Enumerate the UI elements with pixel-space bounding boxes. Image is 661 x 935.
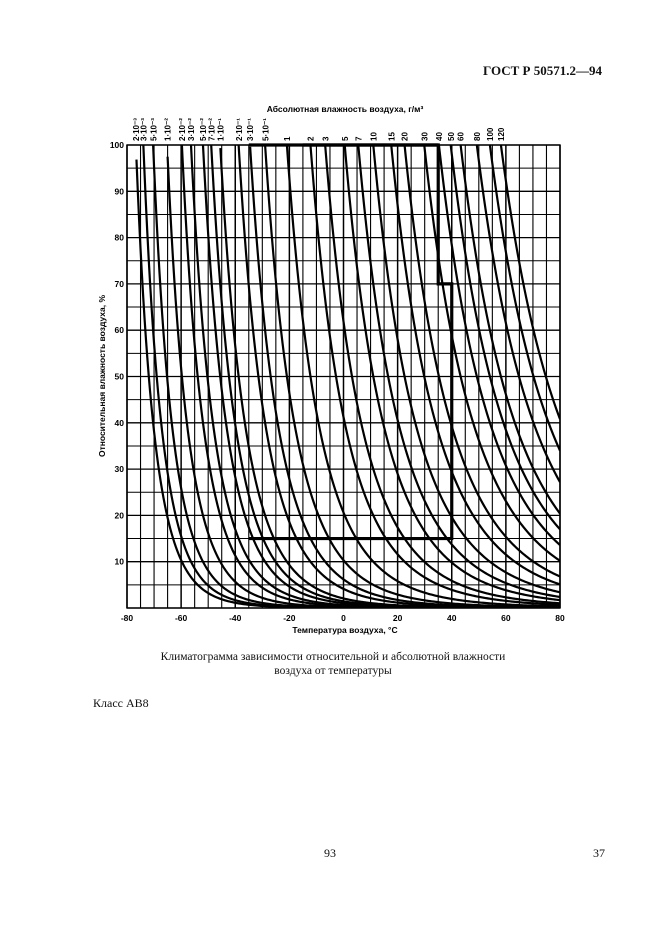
absolute-humidity-label: 3·10⁻¹ xyxy=(246,118,256,141)
humidity-curve xyxy=(369,130,560,592)
humidity-curve xyxy=(456,127,560,514)
absolute-humidity-label: 5·10⁻³ xyxy=(149,118,159,141)
x-axis-label: Температура воздуха, °С xyxy=(292,625,398,635)
x-tick-labels xyxy=(121,613,565,623)
chart-title: Абсолютная влажность воздуха, г/м³ xyxy=(266,104,424,114)
humidity-curve xyxy=(423,136,560,560)
x-tick-label: 0 xyxy=(341,613,346,623)
x-tick-label: -20 xyxy=(283,613,296,623)
absolute-humidity-label: 50 xyxy=(446,132,456,141)
x-tick-label: -80 xyxy=(120,613,134,623)
absolute-humidity-label: 15 xyxy=(387,132,397,141)
absolute-humidity-label: 20 xyxy=(400,132,410,141)
y-tick-label: 90 xyxy=(114,186,124,197)
caption-line-2: воздуха от температуры xyxy=(274,665,392,677)
y-tick-label: 30 xyxy=(114,464,124,475)
absolute-humidity-labels xyxy=(132,118,506,141)
y-axis-label: Относительная влажность воздуха, % xyxy=(97,294,107,458)
x-tick-label: 40 xyxy=(447,613,457,623)
standard-code: ГОСТ Р 50571.2—94 xyxy=(483,63,602,78)
absolute-humidity-label: 1 xyxy=(282,136,292,141)
x-tick-label: -60 xyxy=(174,613,188,623)
caption-line-1: Климатограмма зависимости относительной и абсолютной влажности xyxy=(160,651,506,663)
y-tick-label: 40 xyxy=(114,417,124,428)
y-tick-label: 50 xyxy=(114,371,124,382)
page-number: 93 xyxy=(324,846,336,860)
x-tick-label: -40 xyxy=(229,613,242,623)
y-tick-label: 80 xyxy=(114,232,124,243)
absolute-humidity-label: 100 xyxy=(486,127,496,141)
absolute-humidity-label: 5·10⁻¹ xyxy=(261,118,271,141)
humidity-curve xyxy=(310,134,560,604)
absolute-humidity-label: 3·10⁻³ xyxy=(139,118,149,141)
absolute-humidity-label: 80 xyxy=(472,132,482,141)
absolute-humidity-label: 7 xyxy=(354,136,364,141)
absolute-humidity-label: 120 xyxy=(497,127,506,141)
absolute-humidity-label: 7·10⁻² xyxy=(207,118,217,141)
absolute-humidity-label: 2·10⁻² xyxy=(177,118,187,141)
y-tick-label: 70 xyxy=(114,278,124,289)
humidity-curves xyxy=(136,127,560,608)
absolute-humidity-label: 40 xyxy=(435,132,445,141)
x-tick-label: 20 xyxy=(392,613,403,623)
absolute-humidity-label: 1·10⁻² xyxy=(163,118,173,141)
absolute-humidity-label: 5 xyxy=(340,136,350,141)
x-tick-label: 80 xyxy=(555,613,565,623)
absolute-humidity-label: 10 xyxy=(369,132,379,141)
y-tick-label: 100 xyxy=(109,140,124,150)
absolute-humidity-label: 2·10⁻³ xyxy=(131,118,141,141)
figure-caption xyxy=(150,650,516,678)
y-tick-labels xyxy=(110,140,124,567)
class-label: Класс AB8 xyxy=(93,696,149,710)
absolute-humidity-label: 2 xyxy=(306,136,316,141)
x-tick-label: 60 xyxy=(501,613,511,623)
absolute-humidity-label: 5·10⁻² xyxy=(199,118,209,141)
absolute-humidity-label: 30 xyxy=(420,132,430,141)
absolute-humidity-label: 60 xyxy=(456,132,466,141)
y-tick-label: 60 xyxy=(114,325,124,336)
absolute-humidity-label: 3 xyxy=(321,136,331,141)
absolute-humidity-label: 1·10⁻¹ xyxy=(216,118,226,141)
y-tick-label: 10 xyxy=(114,556,124,567)
y-tick-label: 20 xyxy=(114,510,124,521)
absolute-humidity-label: 2·10⁻¹ xyxy=(234,118,244,141)
sheet-number: 37 xyxy=(593,846,605,860)
humidity-curve xyxy=(136,160,560,608)
absolute-humidity-label: 3·10⁻² xyxy=(187,118,197,141)
